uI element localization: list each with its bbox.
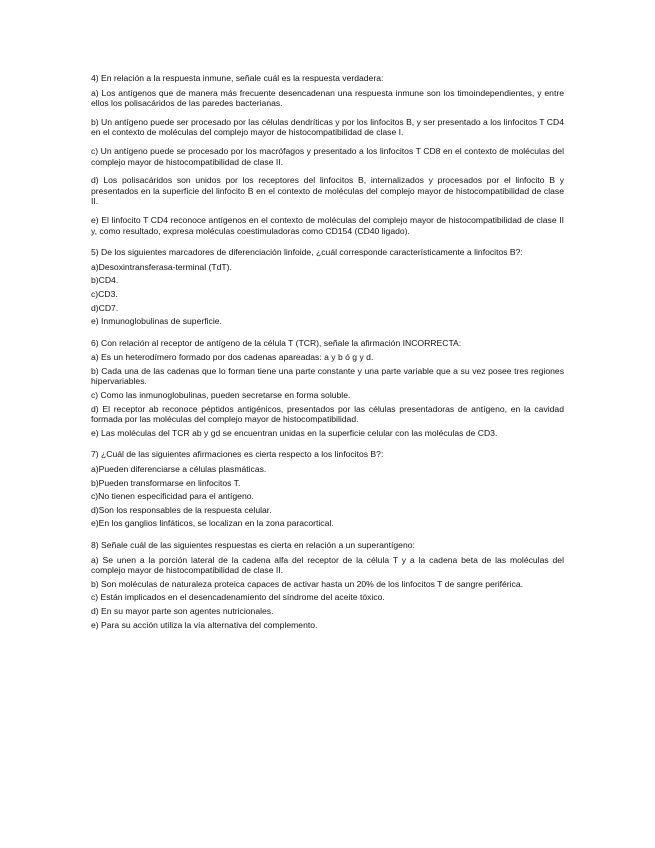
question-7 (91, 449, 564, 529)
option-d: d)CD7. (91, 302, 119, 313)
option-a: a)Desoxintransferasa-terminal (TdT). (91, 261, 232, 272)
question-6 (91, 338, 564, 439)
option-a: a) Se unen a la porción lateral de la cadena alfa del receptor de la célula T y a la cadena beta de las moléculas del complejo mayor de histocompatibilidad de clase II. (91, 554, 564, 576)
option-c: c)No tienen especificidad para el antígeno. (91, 491, 254, 502)
question-title: 7) ¿Cuál de las siguientes afirmaciones es cierta respecto a los linfocitos B?: (91, 449, 384, 460)
option-e: e) Inmunoglobulinas de superficie. (91, 316, 222, 327)
question-5 (91, 247, 564, 327)
option-d: d)Son los responsables de la respuesta celular. (91, 504, 272, 515)
option-b: b)Pueden transformarse en linfocitos T. (91, 477, 241, 488)
option-b: b) Son moléculas de naturaleza proteica capaces de activar hasta un 20% de los linfocitos T de sangre periférica. (91, 578, 524, 589)
option-e: e) Las moléculas del TCR ab y gd se encuentran unidas en la superficie celular con las moléculas de CD3. (91, 427, 498, 438)
option-d: d) Los polisacáridos son unidos por los receptores del linfocitos B, internalizados y procesados por el linfocito B y presentados en la superficie del linfocito B en el contexto de moléculas del complejo mayor de histocompatibilidad de clase II. (91, 175, 564, 207)
question-title: 8) Señale cuál de las siguientes respuestas es cierta en relación a un superantígeno: (91, 540, 415, 550)
question-title: 5) De los siguientes marcadores de diferenciación linfoide, ¿cuál corresponde característicamente a linfocitos B?: (91, 247, 523, 258)
option-e: e) El linfocito T CD4 reconoce antígenos en el contexto de moléculas del complejo mayor de histocompatibilidad de clase II y, como resultado, expresa moléculas coestimuladoras como CD154 (CD40 ligado). (91, 214, 564, 236)
option-a: a) Los antígenos que de manera más frecuente desencadenan una respuesta inmune son los timoindependientes, y entre ellos los polisacáridos de las paredes bacterianas. (91, 87, 564, 109)
question-title: 4) En relación a la respuesta inmune, señale cuál es la respuesta verdadera: (91, 73, 384, 83)
option-d: d) En su mayor parte son agentes nutricionales. (91, 605, 274, 616)
option-e: e) Para su acción utiliza la vía alternativa del complemento. (91, 619, 318, 630)
document-page (91, 73, 564, 641)
option-c: c) Como las inmunoglobulinas, pueden secretarse en forma soluble. (91, 390, 351, 401)
question-4 (91, 73, 564, 236)
option-e: e)En los ganglios linfáticos, se localizan en la zona paracortical. (91, 518, 334, 529)
option-c: c)CD3. (91, 288, 118, 299)
option-b: b)CD4. (91, 275, 119, 286)
option-c: c) Están implicados en el desencadenamiento del síndrome del aceite tóxico. (91, 592, 385, 603)
option-b: b) Un antígeno puede ser procesado por las células dendríticas y por los linfocitos B, y ser presentado a los linfocitos T CD4 en el contexto de moléculas del complejo mayor de histocompatibilidad de clase I. (91, 116, 564, 138)
question-title: 6) Con relación al receptor de antígeno de la célula T (TCR), señale la afirmación INCORRECTA: (91, 337, 462, 348)
option-d: d) El receptor ab reconoce péptidos antigénicos, presentados por las células presentadoras de antígeno, en la cavidad formada por las moléculas del complejo mayor de histocompatibilidad. (91, 403, 564, 425)
option-a: a) Es un heterodímero formado por dos cadenas apareadas: a y b ó g y d. (91, 352, 374, 363)
option-c: c) Un antígeno puede se procesado por los macrófagos y presentado a los linfocitos T CD8 en el contexto de moléculas del complejo mayor de histocompatibilidad de clase II. (91, 145, 564, 167)
option-b: b) Cada una de las cadenas que lo forman tiene una parte constante y una parte variable que a su vez posee tres regiones hipervariables. (91, 365, 564, 387)
question-8 (91, 540, 564, 630)
option-a: a)Pueden diferenciarse a células plasmáticas. (91, 464, 267, 475)
